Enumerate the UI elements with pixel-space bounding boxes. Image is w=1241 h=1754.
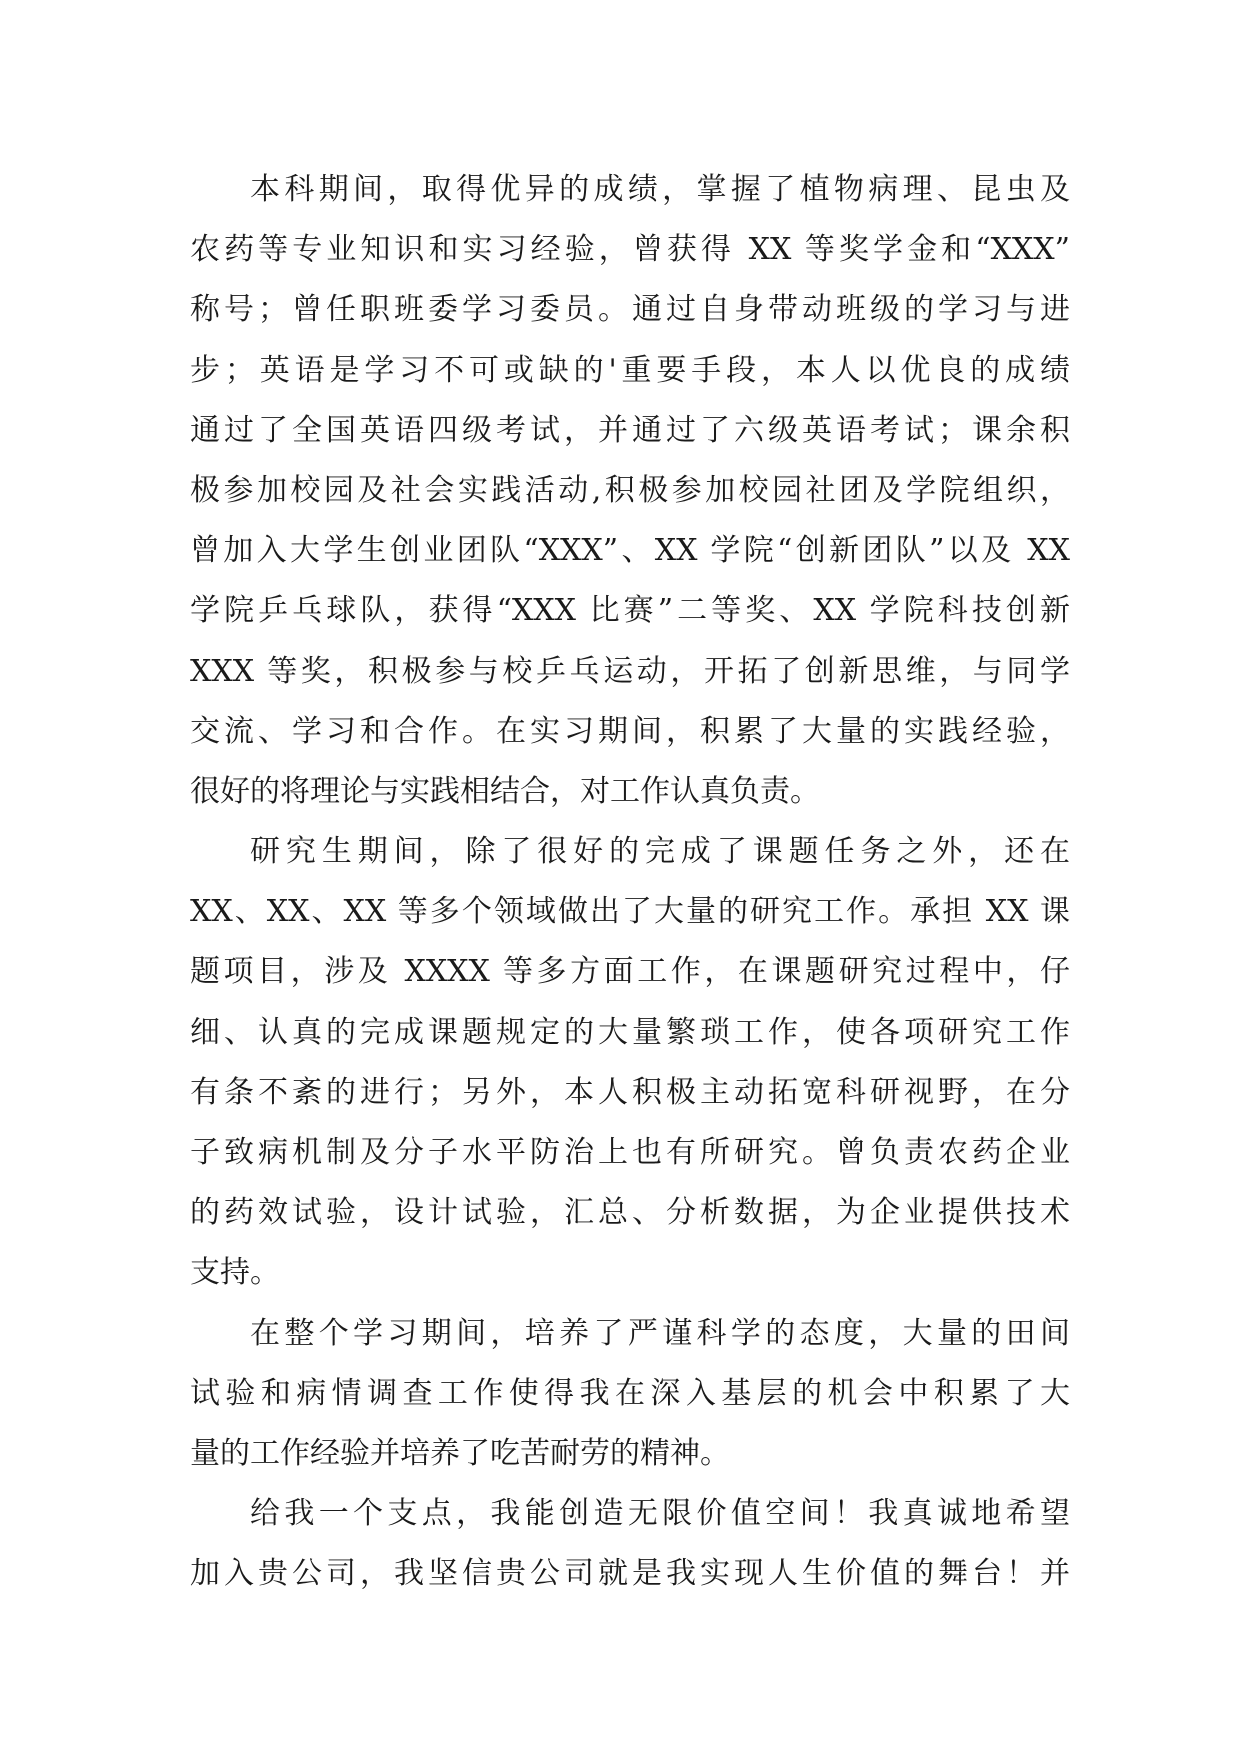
paragraph-undergraduate: [190, 160, 1070, 822]
text-line: XX、XX、XX 等多个领域做出了大量的研究工作。承担 XX 课: [190, 894, 1070, 930]
text-line: XXX 等奖，积极参与校乒乓运动，开拓了创新思维，与同学: [190, 653, 1070, 689]
text-line: 量的工作经验并培养了吃苦耐劳的精神。: [190, 1435, 730, 1471]
paragraph-graduate: [190, 822, 1070, 1304]
text-line: 步；英语是学习不可或缺的'重要手段，本人以优良的成绩: [190, 352, 1070, 388]
text-line: 的药效试验，设计试验，汇总、分析数据，为企业提供技术: [190, 1195, 1070, 1231]
text-line: 本科期间，取得优异的成绩，掌握了植物病理、昆虫及: [250, 172, 1070, 207]
paragraph-closing: [190, 1484, 1070, 1604]
document-body: [190, 160, 1070, 1605]
text-line: 称号；曾任职班委学习委员。通过自身带动班级的学习与进: [190, 292, 1070, 328]
text-line: 很好的将理论与实践相结合，对工作认真负责。: [190, 773, 820, 809]
text-line: 交流、学习和合作。在实习期间，积累了大量的实践经验，: [190, 713, 1070, 749]
text-line: 题项目，涉及 XXXX 等多方面工作，在课题研究过程中，仔: [190, 954, 1070, 990]
text-line: 有条不紊的进行；另外，本人积极主动拓宽科研视野，在分: [190, 1074, 1070, 1110]
text-line: 在整个学习期间，培养了严谨科学的态度，大量的田间: [250, 1315, 1070, 1351]
text-line: 通过了全国英语四级考试，并通过了六级英语考试；课余积: [190, 412, 1070, 448]
text-line: 学院乒乓球队，获得“XXX 比赛”二等奖、XX 学院科技创新: [190, 593, 1070, 629]
text-line: 农药等专业知识和实习经验，曾获得 XX 等奖学金和“XXX”: [190, 232, 1070, 268]
text-line: 加入贵公司，我坚信贵公司就是我实现人生价值的舞台！并: [190, 1556, 1070, 1592]
text-line: 细、认真的完成课题规定的大量繁琐工作，使各项研究工作: [190, 1014, 1070, 1050]
text-line: 支持。: [190, 1255, 280, 1291]
paragraph-study-period: [190, 1304, 1070, 1485]
text-line: 研究生期间，除了很好的完成了课题任务之外，还在: [250, 834, 1070, 870]
text-line: 极参加校园及社会实践活动,积极参加校园社团及学院组织，: [190, 472, 1070, 508]
text-line: 试验和病情调查工作使得我在深入基层的机会中积累了大: [190, 1375, 1070, 1411]
text-line: 曾加入大学生创业团队“XXX”、XX 学院“创新团队”以及 XX: [190, 533, 1070, 569]
text-line: 子致病机制及分子水平防治上也有所研究。曾负责农药企业: [190, 1135, 1070, 1170]
text-line: 给我一个支点，我能创造无限价值空间！我真诚地希望: [250, 1496, 1070, 1532]
